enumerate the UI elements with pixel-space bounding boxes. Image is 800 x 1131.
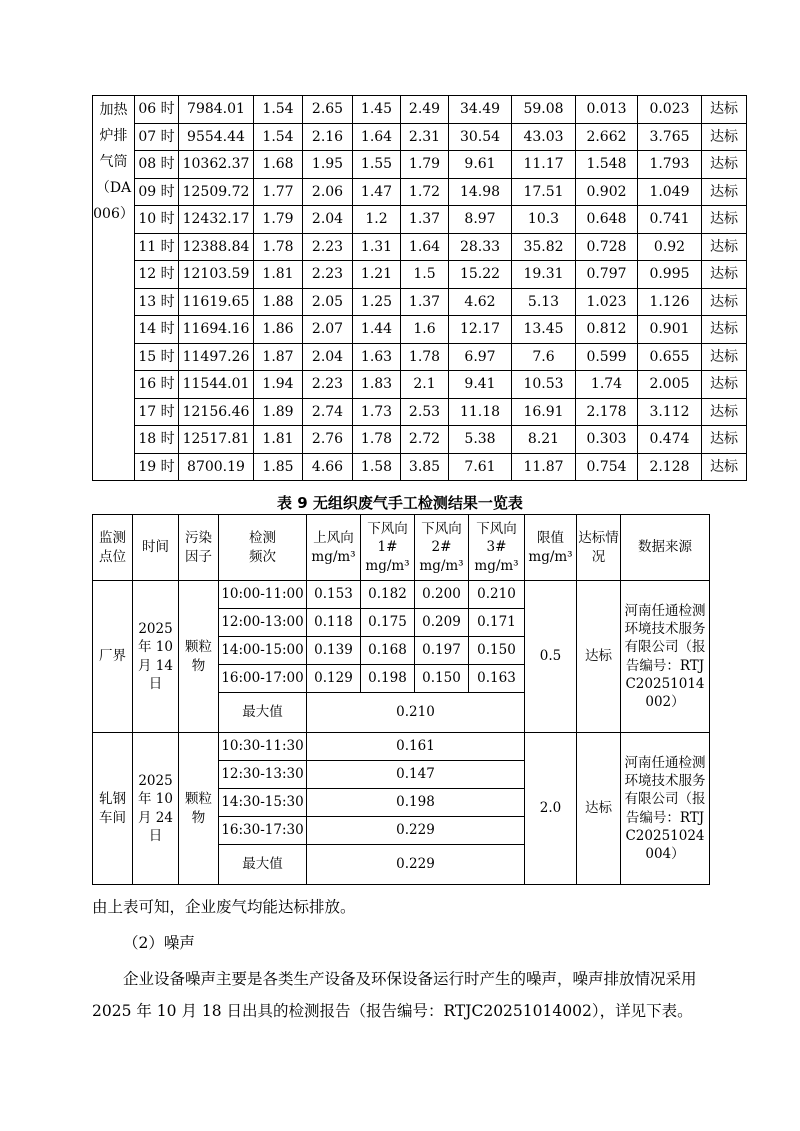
cell: 7984.01 [179,96,254,124]
cell: 1.78 [401,343,449,371]
header-freq: 检测频次 [219,515,307,581]
cell: 1.81 [254,426,303,454]
cell: 1.83 [353,371,401,399]
cell: 11.17 [512,151,576,179]
cell: 0.92 [638,233,702,261]
cell: 9554.44 [179,123,254,151]
header-limit: 限值 mg/m³ [525,515,577,581]
cell: 2.31 [401,123,449,151]
cell: 0.655 [638,343,702,371]
table-row [93,371,747,399]
cell: 1.94 [254,371,303,399]
cell: 1.74 [576,371,638,399]
header-down2: 下风向 2# mg/m³ [415,515,469,581]
cell: 19 时 [135,453,179,481]
cell: 1.25 [353,288,401,316]
cell: 8.97 [449,206,512,234]
cell: 1.73 [353,398,401,426]
cell: 10362.37 [179,151,254,179]
cell: 09 时 [135,178,179,206]
cell: 3.112 [638,398,702,426]
cell: 10.53 [512,371,576,399]
conclusion-paragraph: 由上表可知，企业废气均能达标排放。 [92,898,356,916]
cell: 2.05 [303,288,353,316]
cell: 2.04 [303,206,353,234]
cell: 1.31 [353,233,401,261]
cell: 达标 [702,453,747,481]
unit: mg/m³ [419,557,464,574]
cell: 0.741 [638,206,702,234]
point-rolling-workshop: 轧钢车间 [93,733,133,885]
cell: 12432.17 [179,206,254,234]
cell: 17.51 [512,178,576,206]
cell: 2.128 [638,453,702,481]
cell: 16.91 [512,398,576,426]
cell: 1.44 [353,316,401,344]
limit-value: 0.5 [525,581,577,733]
cell: 0.023 [638,96,702,124]
table-row [93,453,747,481]
cell: 1.21 [353,261,401,289]
cell: 08 时 [135,151,179,179]
table-row [93,206,747,234]
cell: 43.03 [512,123,576,151]
cell: 1.548 [576,151,638,179]
cell: 17 时 [135,398,179,426]
cell: 8.21 [512,426,576,454]
unit: mg/m³ [474,557,519,574]
cell: 14 时 [135,316,179,344]
cell: 达标 [702,178,747,206]
cell: 1.54 [254,96,303,124]
cell: 1.6 [401,316,449,344]
cell: 2.23 [303,233,353,261]
cell: 达标 [702,343,747,371]
cell: 12.17 [449,316,512,344]
data-source: 河南任通检测环境技术服务有限公司（报告编号：RTJC20251014002） [621,581,710,733]
cell: 1.2 [353,206,401,234]
cell: 13.45 [512,316,576,344]
cell: 11.18 [449,398,512,426]
cell: 达标 [702,288,747,316]
unit: mg/m³ [365,557,410,574]
data-source: 河南任通检测环境技术服务有限公司（报告编号：RTJC20251024004） [621,733,710,885]
cell: 达标 [702,371,747,399]
table-row: 12:00-13:00 0.118 0.175 0.209 0.171 [93,609,710,637]
cell: 2.23 [303,261,353,289]
cell: 11497.26 [179,343,254,371]
cell: 9.61 [449,151,512,179]
table-row [93,178,747,206]
cell: 1.77 [254,178,303,206]
limit-value: 2.0 [525,733,577,885]
cell: 2.005 [638,371,702,399]
cell: 7.6 [512,343,576,371]
cell: 0.754 [576,453,638,481]
cell: 0.474 [638,426,702,454]
cell: 1.68 [254,151,303,179]
table-row [93,123,747,151]
max-value: 0.229 [307,845,525,885]
cell: 1.126 [638,288,702,316]
unit: mg/m³ [311,548,356,565]
cell: 3.765 [638,123,702,151]
cell: 1.81 [254,261,303,289]
cell: 0.995 [638,261,702,289]
cell: 5.38 [449,426,512,454]
cell: 达标 [702,96,747,124]
table-row [93,316,747,344]
table-row: 16:00-17:00 0.129 0.198 0.150 0.163 [93,665,710,693]
cell: 达标 [702,233,747,261]
cell: 10 时 [135,206,179,234]
cell: 1.87 [254,343,303,371]
cell: 达标 [702,151,747,179]
unit: mg/m³ [528,548,573,565]
noise-paragraph: 企业设备噪声主要是各类生产设备及环保设备运行时产生的噪声，噪声排放情况采用 2025 年 10 月 18 日出具的检测报告（报告编号：RTJC20251014002），详见下表。 [92,970,697,1020]
cell: 达标 [702,316,747,344]
cell: 2.49 [401,96,449,124]
cell: 1.049 [638,178,702,206]
cell: 1.45 [353,96,401,124]
cell: 2.74 [303,398,353,426]
table-row: 14:30-15:30 0.198 [93,789,710,817]
cell: 2.06 [303,178,353,206]
source-label: 加热炉排气筒（DA006） [93,96,135,481]
cell: 达标 [702,426,747,454]
date: 2025 年 10 月 14 日 [133,581,179,733]
cell: 2.65 [303,96,353,124]
cell: 0.797 [576,261,638,289]
cell: 5.13 [512,288,576,316]
header-pollutant: 污染因子 [179,515,219,581]
cell: 7.61 [449,453,512,481]
max-value: 0.210 [307,693,525,733]
cell: 30.54 [449,123,512,151]
table-row [93,96,747,124]
cell: 2.1 [401,371,449,399]
cell: 0.303 [576,426,638,454]
table-row: 12:30-13:30 0.147 [93,761,710,789]
cell: 12103.59 [179,261,254,289]
cell: 2.23 [303,371,353,399]
header-point: 监测点位 [93,515,133,581]
table-row [93,261,747,289]
cell: 12 时 [135,261,179,289]
cell: 1.78 [353,426,401,454]
header-time: 时间 [133,515,179,581]
cell: 06 时 [135,96,179,124]
header-down1: 下风向 1# mg/m³ [361,515,415,581]
cell: 11619.65 [179,288,254,316]
cell: 2.72 [401,426,449,454]
max-label: 最大值 [219,693,307,733]
cell: 28.33 [449,233,512,261]
cell: 2.76 [303,426,353,454]
cell: 1.47 [353,178,401,206]
date: 2025 年 10 月 24 日 [133,733,179,885]
cell: 6.97 [449,343,512,371]
fugitive-emission-table [92,514,710,885]
pollutant: 颗粒物 [179,733,219,885]
table-row: 16:30-17:30 0.229 [93,817,710,845]
cell: 1.89 [254,398,303,426]
cell: 1.793 [638,151,702,179]
cell: 12509.72 [179,178,254,206]
cell: 0.648 [576,206,638,234]
table-row: 厂界 2025 年 10 月 14 日 颗粒物 10:00-11:00 0.153 0.182 0.200 0.210 0.5 达标 河南任通检测环境技术服务有限公司（报告编号：RTJC20251014002） [93,581,710,609]
cell: 1.85 [254,453,303,481]
cell: 1.023 [576,288,638,316]
cell: 15 时 [135,343,179,371]
cell: 3.85 [401,453,449,481]
cell: 12517.81 [179,426,254,454]
cell: 1.55 [353,151,401,179]
cell: 1.37 [401,288,449,316]
cell: 12156.46 [179,398,254,426]
cell: 2.16 [303,123,353,151]
header-row [93,515,710,581]
cell: 59.08 [512,96,576,124]
cell: 0.728 [576,233,638,261]
cell: 1.5 [401,261,449,289]
cell: 4.62 [449,288,512,316]
table-row: 14:00-15:00 0.139 0.168 0.197 0.150 [93,637,710,665]
cell: 4.66 [303,453,353,481]
status: 达标 [577,581,621,733]
cell: 14.98 [449,178,512,206]
cell: 1.64 [401,233,449,261]
cell: 1.95 [303,151,353,179]
cell: 1.79 [401,151,449,179]
cell: 1.86 [254,316,303,344]
cell: 18 时 [135,426,179,454]
cell: 达标 [702,206,747,234]
cell: 1.64 [353,123,401,151]
heating-furnace-exhaust-table [92,95,747,481]
cell: 11694.16 [179,316,254,344]
cell: 0.901 [638,316,702,344]
cell: 9.41 [449,371,512,399]
cell: 2.662 [576,123,638,151]
cell: 13 时 [135,288,179,316]
cell: 1.63 [353,343,401,371]
cell: 15.22 [449,261,512,289]
cell: 1.58 [353,453,401,481]
table-row [93,426,747,454]
status: 达标 [577,733,621,885]
cell: 19.31 [512,261,576,289]
cell: 2.53 [401,398,449,426]
table-row: 轧钢车间 2025 年 10 月 24 日 颗粒物 10:30-11:30 0.161 2.0 达标 河南任通检测环境技术服务有限公司（报告编号：RTJC20251024004） [93,733,710,761]
cell: 1.37 [401,206,449,234]
table-row [93,288,747,316]
table-row [93,233,747,261]
cell: 16 时 [135,371,179,399]
max-label: 最大值 [219,845,307,885]
cell: 2.07 [303,316,353,344]
cell: 0.599 [576,343,638,371]
point-plant-boundary: 厂界 [93,581,133,733]
table-row [93,151,747,179]
cell: 1.54 [254,123,303,151]
cell: 12388.84 [179,233,254,261]
header-down3: 下风向 3# mg/m³ [469,515,525,581]
header-source: 数据来源 [621,515,710,581]
cell: 1.78 [254,233,303,261]
cell: 10.3 [512,206,576,234]
cell: 0.902 [576,178,638,206]
header-status: 达标情况 [577,515,621,581]
cell: 34.49 [449,96,512,124]
cell: 11.87 [512,453,576,481]
cell: 8700.19 [179,453,254,481]
cell: 1.88 [254,288,303,316]
table-9-caption: 表 9 无组织废气手工检测结果一览表 [277,494,523,512]
cell: 达标 [702,123,747,151]
cell: 达标 [702,398,747,426]
cell: 07 时 [135,123,179,151]
cell: 1.72 [401,178,449,206]
cell: 2.04 [303,343,353,371]
cell: 2.178 [576,398,638,426]
cell: 11 时 [135,233,179,261]
table-row [93,343,747,371]
cell: 1.79 [254,206,303,234]
cell: 0.013 [576,96,638,124]
table-row [93,398,747,426]
header-upwind: 上风向 mg/m³ [307,515,361,581]
cell: 35.82 [512,233,576,261]
cell: 11544.01 [179,371,254,399]
noise-heading: （2）噪声 [123,934,195,952]
cell: 达标 [702,261,747,289]
cell: 0.812 [576,316,638,344]
pollutant: 颗粒物 [179,581,219,733]
